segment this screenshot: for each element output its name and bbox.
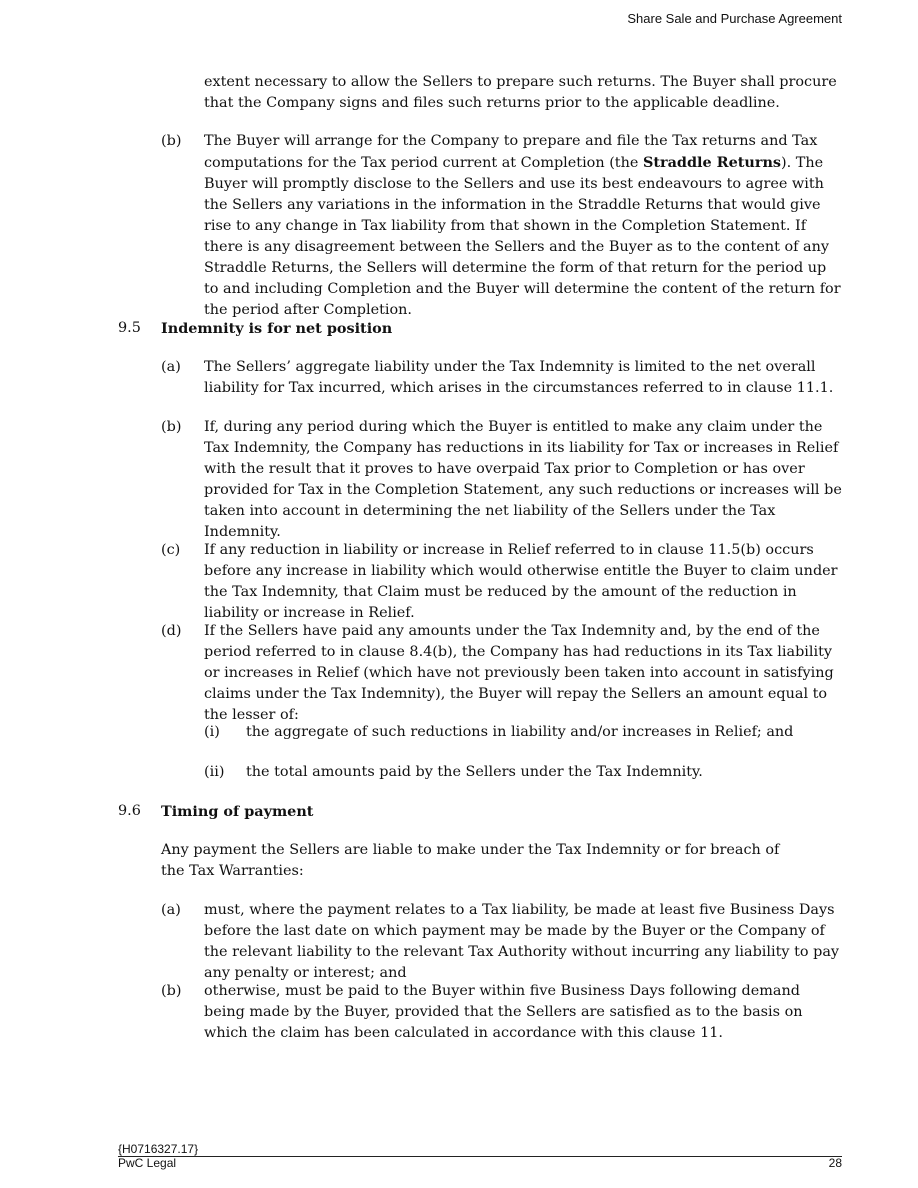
list-item-text: must, where the payment relates to a Tax liability, be made at least five Business Days before the last date on which payment may be made by the Buyer or the Company of the relevant liability to the relevant Tax Authority without incurring any liability to pay any penalty or interest; and bbox=[204, 902, 840, 981]
defined-term: Straddle Returns bbox=[642, 154, 782, 171]
subitem-text: the aggregate of such reductions in liability and/or increases in Relief; and bbox=[246, 724, 794, 740]
list-item-text: If, during any period during which the Buyer is entitled to make any claim under the Tax Indemnity, the Company has reductions in its liability for Tax or increases in Relief with the result that it proves to have overpaid Tax prior to Completion or has over provided for Tax in the Completion Statement, any such reductions or increases will be taken into account in determining the net liability of the Sellers under the Tax Indemnity. bbox=[204, 419, 842, 540]
subitem-text: the total amounts paid by the Sellers under the Tax Indemnity. bbox=[246, 764, 703, 780]
clause-heading: Indemnity is for net position bbox=[161, 320, 393, 337]
clause-heading: Timing of payment bbox=[161, 803, 314, 820]
item-label: (c) bbox=[161, 542, 181, 558]
footer-rule bbox=[118, 1156, 842, 1157]
item-label: (d) bbox=[161, 623, 182, 639]
straddle-returns-paragraph bbox=[204, 131, 844, 321]
subitem-label: (ii) bbox=[204, 764, 225, 780]
item-label: (b) bbox=[161, 983, 182, 999]
running-header: Share Sale and Purchase Agreement bbox=[627, 11, 842, 26]
list-item-text: If the Sellers have paid any amounts under the Tax Indemnity and, by the end of the period referred to in clause 8.4(b), the Company has had reductions in its Tax liability or increases in Relief (which have not previously been taken into account in satisfying claims under the Tax Indemnity), the Buyer will repay the Sellers an amount equal to the lesser of: bbox=[204, 623, 834, 723]
page-number: 28 bbox=[828, 1156, 842, 1170]
clause-number: 9.6 bbox=[118, 803, 141, 819]
list-item-text: otherwise, must be paid to the Buyer within five Business Days following demand being made by the Buyer, provided that the Sellers are satisfied as to the basis on which the claim has been calculated in accordance with this clause 11. bbox=[204, 983, 803, 1041]
item-label: (a) bbox=[161, 902, 181, 918]
paragraph-text: The Buyer will arrange for the Company to prepare and file the Tax returns and Tax computations for the Tax period current at Completion (the bbox=[204, 133, 818, 171]
list-item-text: If any reduction in liability or increase in Relief referred to in clause 11.5(b) occurs before any increase in liability which would otherwise entitle the Buyer to claim under the Tax Indemnity, that Claim must be reduced by the amount of the reduction in liability or increase in Relief. bbox=[204, 542, 838, 621]
item-label: (b) bbox=[161, 419, 182, 435]
footer-firm: PwC Legal bbox=[118, 1156, 177, 1170]
subitem-label: (i) bbox=[204, 724, 220, 740]
clause-intro: Any payment the Sellers are liable to make under the Tax Indemnity or for breach of the Tax Warranties: bbox=[161, 842, 780, 879]
clause-number: 9.5 bbox=[118, 320, 141, 336]
continued-paragraph: extent necessary to allow the Sellers to prepare such returns. The Buyer shall procure that the Company signs and files such returns prior to the applicable deadline. bbox=[204, 74, 837, 111]
item-label: (b) bbox=[161, 133, 182, 149]
paragraph-text: ). The Buyer will promptly disclose to the Sellers and use its best endeavours to agree with the Sellers any variations in the information in the Straddle Returns that would give rise to any change in Tax liability from that shown in the Completion Statement. If there is any disagreement between the Sellers and the Buyer as to the content of any Straddle Returns, the Sellers will determine the form of that return for the period up to and including Completion and the Buyer will determine the content of the return for the period after Completion. bbox=[204, 155, 841, 318]
document-reference: {H0716327.17} bbox=[118, 1142, 199, 1156]
item-label: (a) bbox=[161, 359, 181, 375]
list-item-text: The Sellers’ aggregate liability under the Tax Indemnity is limited to the net overall liability for Tax incurred, which arises in the circumstances referred to in clause 11.1. bbox=[204, 359, 834, 396]
